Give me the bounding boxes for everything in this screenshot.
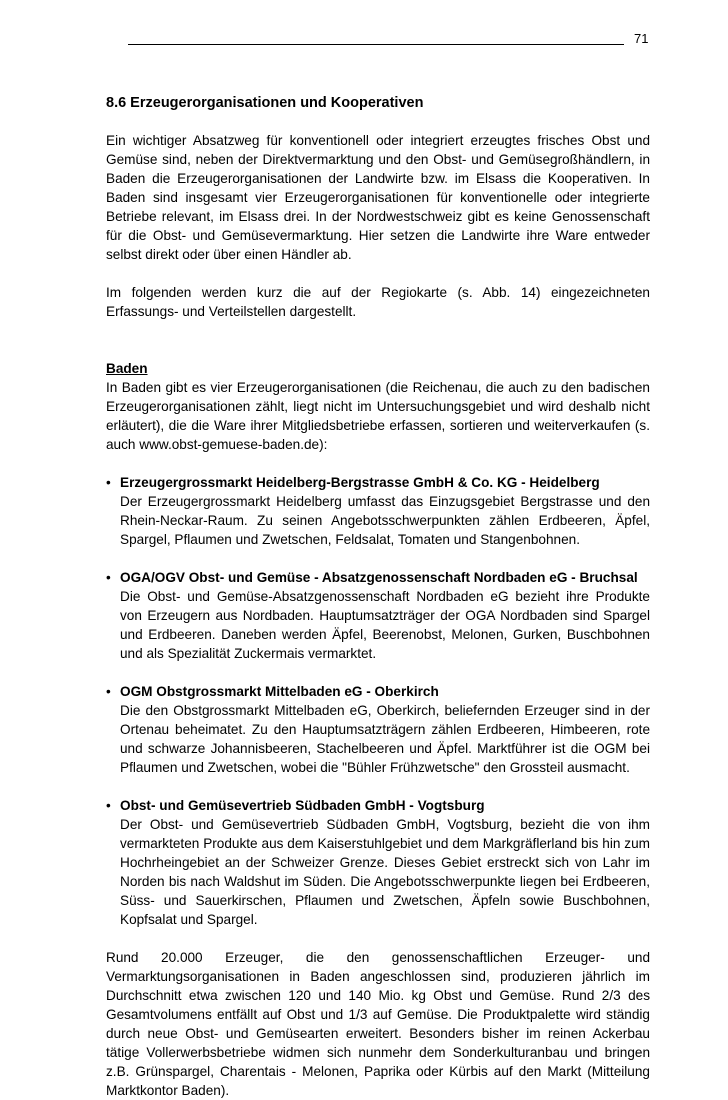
list-item — [106, 682, 650, 777]
page-content — [106, 90, 650, 1100]
organisation-name: OGM Obstgrossmarkt Mittelbaden eG - Oberkirch — [120, 684, 439, 699]
second-paragraph: Im folgenden werden kurz die auf der Regiokarte (s. Abb. 14) eingezeichneten Erfassungs- und Verteilstellen dargestellt. — [106, 285, 650, 319]
organisation-description: Die den Obstgrossmarkt Mittelbaden eG, Oberkirch, beliefernden Erzeuger sind in der Ortenau beheimatet. Zu den Hauptumsatzträgern zählen Erdbeeren, Himbeeren, rote und schwarze Johannisbeeren, Stachelbeeren und Äpfel. Marktführer ist die OGM bei Pflaumen und Zwetschen, wobei die "Bühler Frühzwetsche" den Grossteil ausmacht. — [120, 703, 650, 775]
organisation-description: Die Obst- und Gemüse-Absatzgenossenschaft Nordbaden eG bezieht ihre Produkte von Erzeugern aus Nordbaden. Hauptumsatzträger der OGA Nordbaden sind Spargel und Erdbeeren. Daneben werden Äpfel, Beerenobst, Melonen, Gurken, Buschbohnen und als Spezialität Zuckermais vermarktet. — [120, 589, 650, 661]
organisation-list — [106, 473, 650, 929]
organisation-name: Erzeugergrossmarkt Heidelberg-Bergstrasse GmbH & Co. KG - Heidelberg — [120, 475, 600, 490]
baden-section-title: Baden — [106, 361, 148, 376]
organisation-name: OGA/OGV Obst- und Gemüse - Absatzgenossenschaft Nordbaden eG - Bruchsal — [120, 570, 638, 585]
bullet-icon: • — [106, 570, 111, 585]
list-item — [106, 473, 650, 549]
baden-intro-paragraph: In Baden gibt es vier Erzeugerorganisationen (die Reichenau, die auch zu den badischen Erzeugerorganisationen zählt, liegt nicht im Untersuchungsgebiet und wird deshalb nicht erläutert), die die Ware ihrer Mitgliedsbetriebe erfassen, sortieren und weiterverkaufen (s. auch www.obst-gemuese-baden.de): — [106, 380, 650, 452]
header-rule — [128, 44, 624, 45]
organisation-description: Der Erzeugergrossmarkt Heidelberg umfasst das Einzugsgebiet Bergstrasse und den Rhein-Neckar-Raum. Zu seinen Angebotsschwerpunkten zählen Erdbeeren, Äpfel, Spargel, Pflaumen und Zwetschen, Feldsalat, Tomaten und Stangenbohnen. — [120, 494, 650, 547]
organisation-name: Obst- und Gemüsevertrieb Südbaden GmbH - Vogtsburg — [120, 798, 485, 813]
organisation-description: Der Obst- und Gemüsevertrieb Südbaden GmbH, Vogtsburg, bezieht die von ihm vermarkteten Produkte aus dem Kaiserstuhlgebiet und dem Markgräflerland bis hin zum Hochrheingebiet an der Schweizer Grenze. Dieses Gebiet erstreckt sich von Lahr im Norden bis nach Waldshut im Süden. Die Angebotsschwerpunkte liegen bei Erdbeeren, Süss- und Sauerkirschen, Pflaumen und Zwetschen, Äpfeln sowie Buschbohnen, Kopfsalat und Spargel. — [120, 817, 650, 927]
bullet-icon: • — [106, 475, 111, 490]
list-item — [106, 796, 650, 929]
section-heading: 8.6 Erzeugerorganisationen und Kooperativen — [106, 95, 424, 111]
closing-paragraph: Rund 20.000 Erzeuger, die den genossenschaftlichen Erzeuger- und Vermarktungsorganisationen in Baden angeschlossen sind, produzieren jährlich im Durchschnitt etwa zwischen 120 und 140 Mio. kg Obst und Gemüse. Rund 2/3 des Gesamtvolumens entfällt auf Obst und 1/3 auf Gemüse. Die Produktpalette wird ständig durch neue Obst- und Gemüsearten erweitert. Besonders bisher im reinen Ackerbau tätige Vollerwerbsbetriebe widmen sich nunmehr dem Sonderkulturanbau und bringen z.B. Grünspargel, Charentais - Melonen, Paprika oder Kürbis auf den Markt (Mitteilung Marktkontor Baden). — [106, 950, 650, 1098]
bullet-icon: • — [106, 798, 111, 813]
intro-paragraph: Ein wichtiger Absatzweg für konventionell oder integriert erzeugtes frisches Obst und Gemüse sind, neben der Direktvermarktung und den Obst- und Gemüsegroßhändlern, in Baden die Erzeugerorganisationen der Landwirte bzw. im Elsass die Kooperativen. In Baden sind insgesamt vier Erzeugerorganisationen für konventionelle oder integrierte Betriebe relevant, im Elsass drei. In der Nordwestschweiz gibt es keine Genossenschaft für die Obst- und Gemüsevermarktung. Hier setzen die Landwirte ihre Ware entweder selbst direkt oder über einen Händler ab. — [106, 133, 650, 262]
bullet-icon: • — [106, 684, 111, 699]
page-number: 71 — [634, 31, 649, 46]
list-item — [106, 568, 650, 663]
